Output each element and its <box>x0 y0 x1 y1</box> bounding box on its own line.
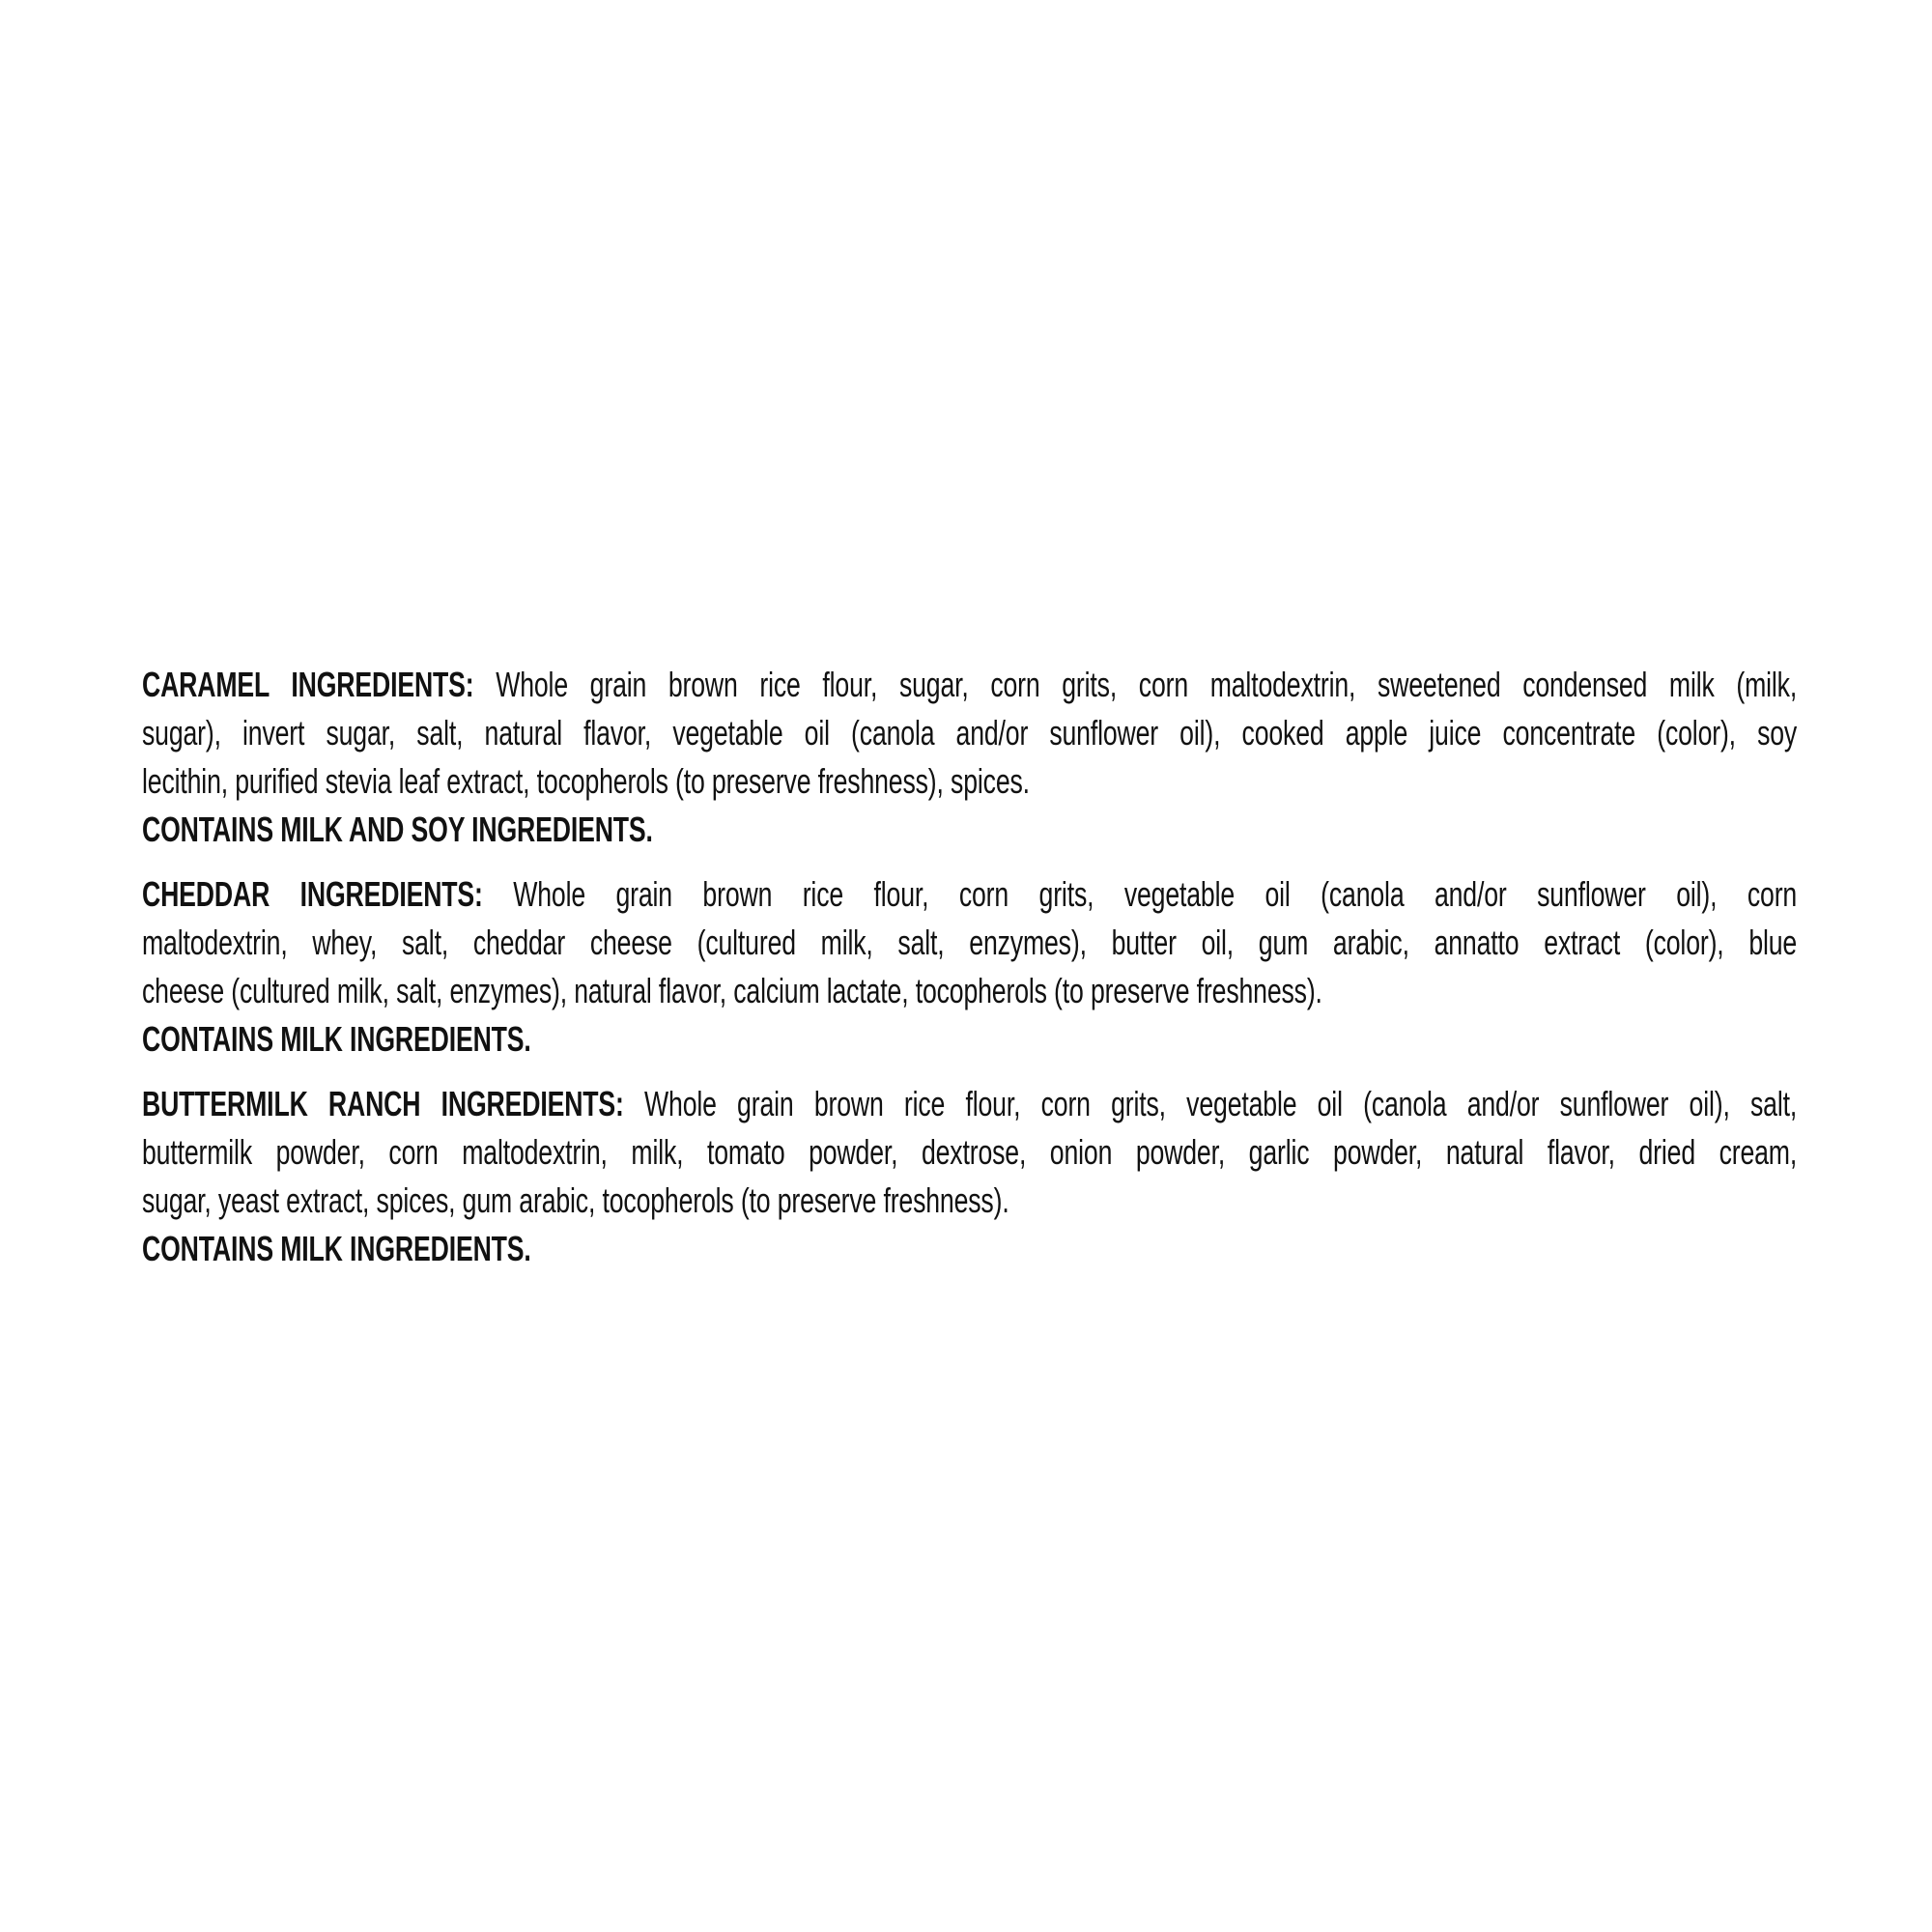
cheddar-contains-statement: CONTAINS MILK INGREDIENTS. <box>142 1019 531 1059</box>
buttermilk-ranch-section <box>142 1080 1797 1273</box>
ranch-heading: BUTTERMILK RANCH INGREDIENTS: <box>142 1084 624 1123</box>
caramel-line-3: lecithin, purified stevia leaf extract, tocopherols (to preserve freshness), spices. <box>142 761 1030 801</box>
cheddar-heading: CHEDDAR INGREDIENTS: <box>142 874 483 914</box>
caramel-line-1: Whole grain brown rice flour, sugar, corn grits, corn maltodextrin, sweetened condensed milk (milk, <box>496 665 1798 704</box>
cheddar-first-line <box>142 870 1797 919</box>
caramel-first-line <box>142 661 1797 709</box>
caramel-heading: CARAMEL INGREDIENTS: <box>142 665 474 704</box>
cheddar-line-1: Whole grain brown rice flour, corn grits, vegetable oil (canola and/or sunflower oil), corn <box>513 874 1798 914</box>
ranch-line-3: sugar, yeast extract, spices, gum arabic, tocopherols (to preserve freshness). <box>142 1180 1009 1220</box>
caramel-contains-statement: CONTAINS MILK AND SOY INGREDIENTS. <box>142 810 653 849</box>
caramel-section <box>142 661 1797 854</box>
cheddar-line-2: maltodextrin, whey, salt, cheddar cheese (cultured milk, salt, enzymes), butter oil, gum arabic, annatto extract (color), blue <box>142 923 1798 962</box>
caramel-line-2: sugar), invert sugar, salt, natural flavor, vegetable oil (canola and/or sunflower oil), cooked apple juice concentrate (color), soy <box>142 713 1798 753</box>
ranch-line-2: buttermilk powder, corn maltodextrin, milk, tomato powder, dextrose, onion powder, garlic powder, natural flavor, dried cream, <box>142 1132 1798 1172</box>
ranch-first-line <box>142 1080 1797 1128</box>
ranch-contains-statement: CONTAINS MILK INGREDIENTS. <box>142 1229 531 1268</box>
ingredients-panel <box>142 661 1797 1290</box>
cheddar-line-3: cheese (cultured milk, salt, enzymes), natural flavor, calcium lactate, tocopherols (to preserve freshness). <box>142 971 1322 1010</box>
ranch-line-1: Whole grain brown rice flour, corn grits, vegetable oil (canola and/or sunflower oil), salt, <box>644 1084 1798 1123</box>
cheddar-section <box>142 870 1797 1064</box>
